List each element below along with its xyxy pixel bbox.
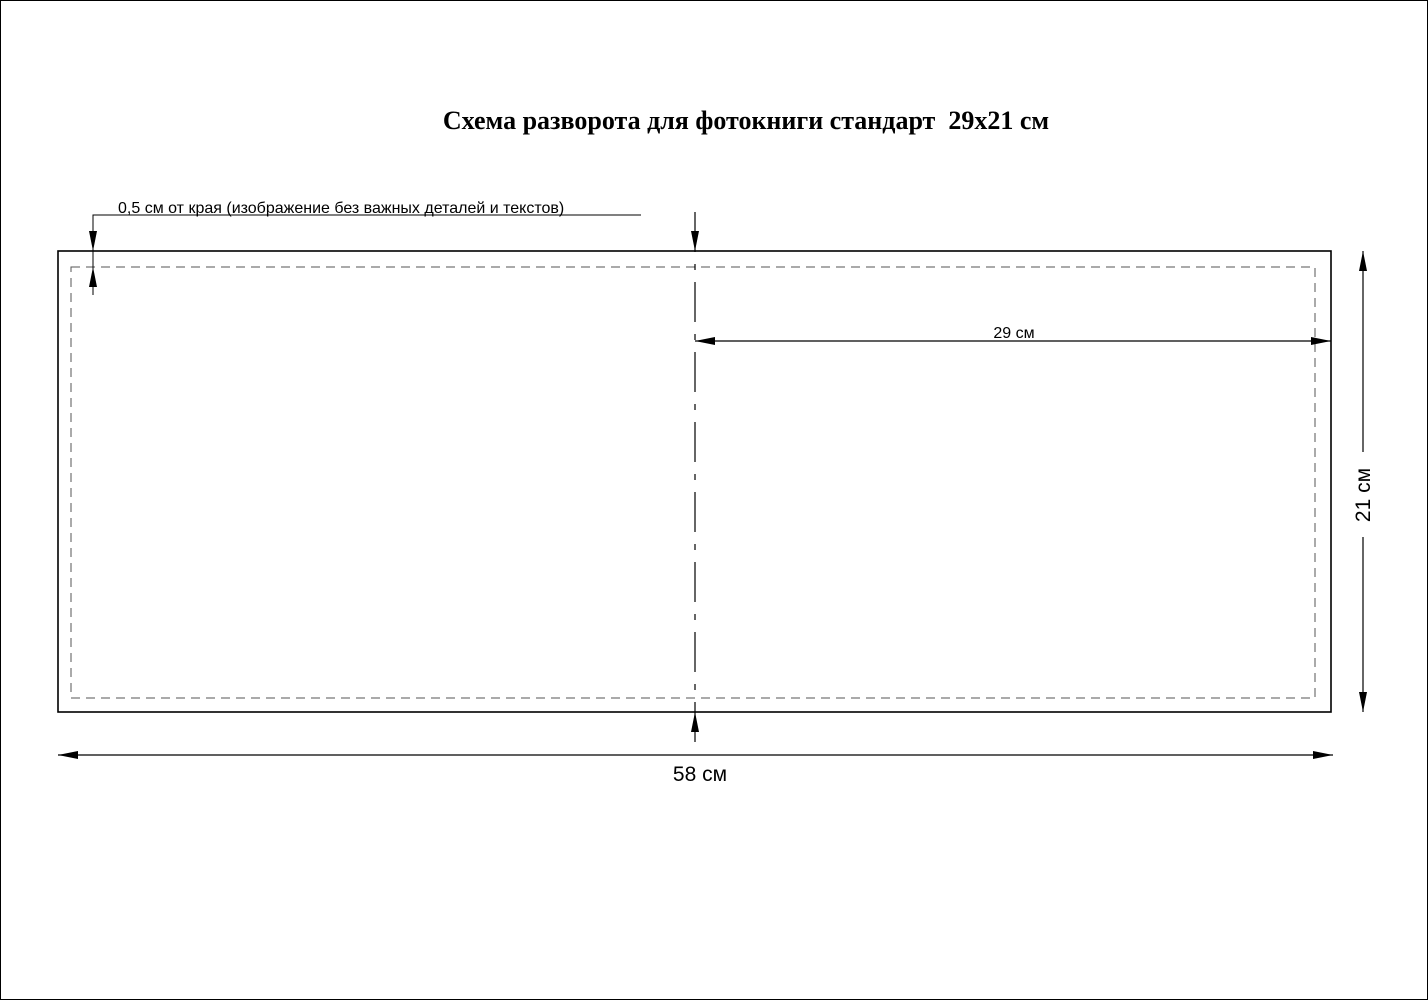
margin-note: 0,5 см от края (изображение без важных деталей и текстов) <box>118 200 565 217</box>
diagram-title: Схема разворота для фотокниги стандарт 29x21 см <box>442 106 1050 135</box>
margin-callout-leader <box>93 215 641 295</box>
page-width-label: 29 см <box>993 325 1035 342</box>
spread-width-label: 58 см <box>672 763 728 786</box>
height-label: 21 см <box>1352 467 1375 523</box>
safe-zone-outline <box>71 267 1315 698</box>
sheet-border <box>1 1 1428 1000</box>
